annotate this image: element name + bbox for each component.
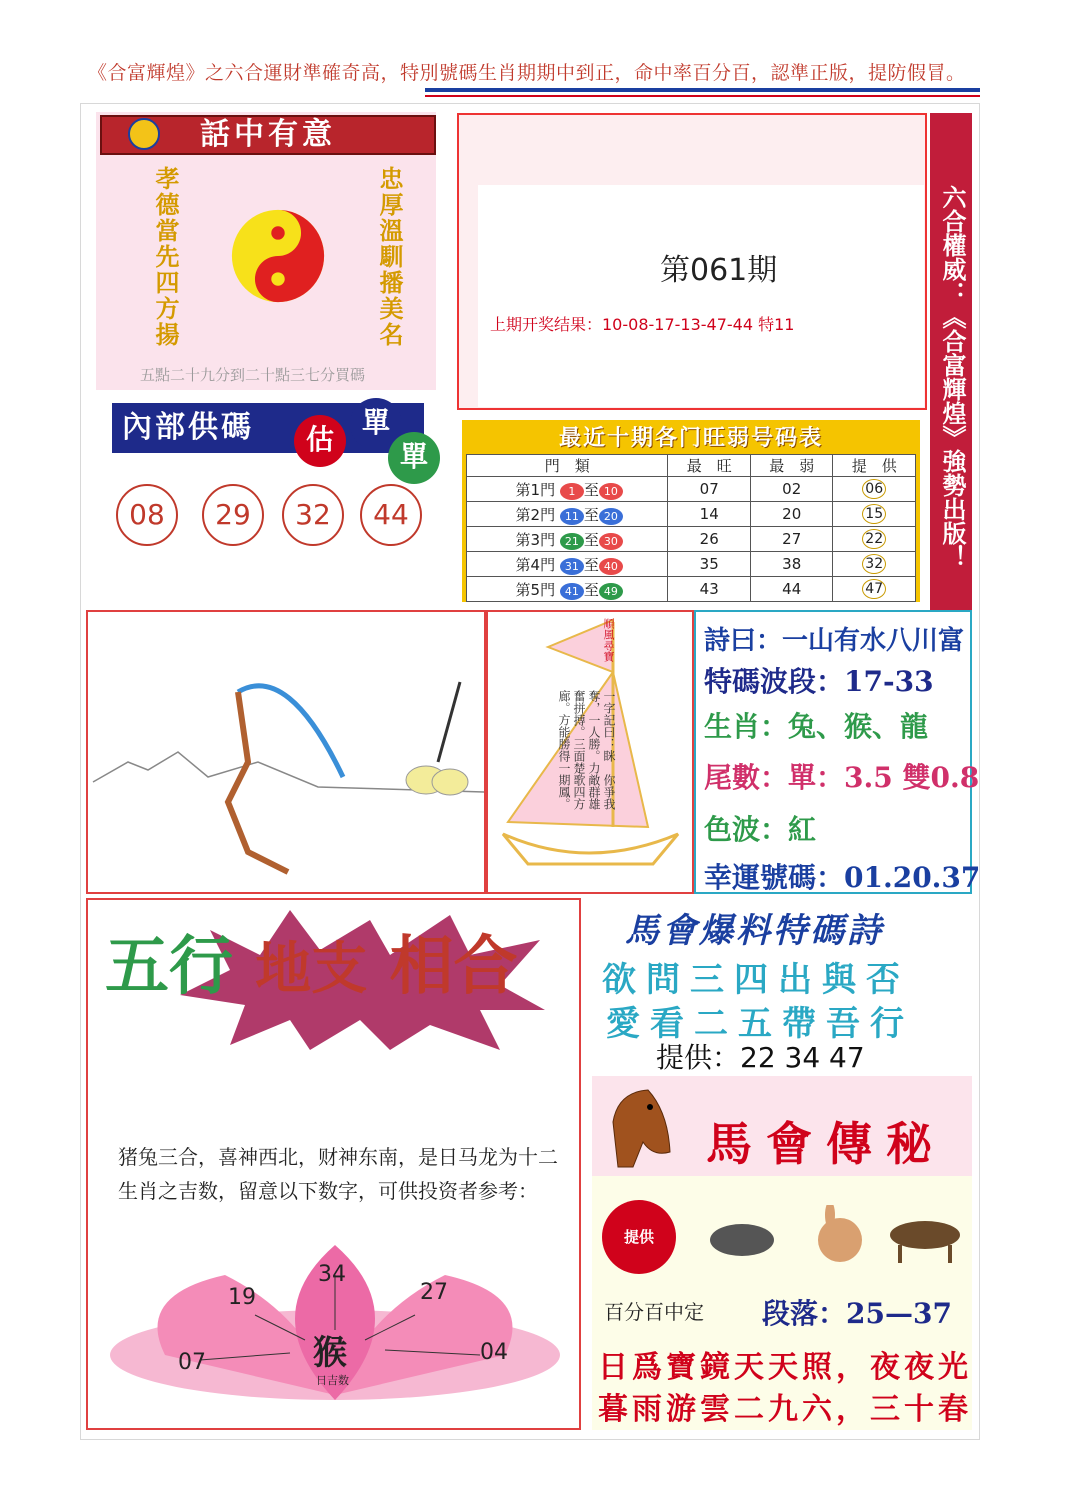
yin-yang-icon: [230, 208, 326, 304]
hua-zhong-title: 話中有意: [100, 115, 436, 155]
center-sub: 日吉数: [316, 1374, 349, 1387]
right-verse: 忠厚溫馴播美名: [375, 166, 403, 348]
door-label: 第2門: [515, 505, 556, 524]
horse-head-icon: [598, 1082, 678, 1172]
table-row: [467, 577, 916, 602]
range-to: 10: [599, 483, 623, 500]
door-label: 第1門: [515, 480, 556, 499]
range-from: 41: [560, 583, 584, 600]
bottom-poem-2: 暮雨游雲二九六，三十春: [598, 1392, 972, 1427]
petal-number: 19: [228, 1285, 256, 1310]
petal-number: 34: [318, 1262, 346, 1287]
wuxing-word-3: 相合: [389, 930, 518, 1004]
horse-poem-title: 馬會爆料特碼詩: [625, 911, 884, 951]
cartoon-panel: [86, 610, 486, 894]
table-row: [467, 527, 916, 552]
dragon-fishing-illustration: [88, 612, 484, 892]
horse-poem-line-1: 欲問三四出與否: [602, 960, 910, 1000]
range-to: 40: [599, 558, 623, 575]
zhi-label: 至: [583, 555, 599, 574]
table-row: [467, 477, 916, 502]
bottom-poem-1: 日爲寶鏡天天照，夜夜光: [598, 1350, 972, 1385]
wuxing-paragraph: 猪兔三合，喜神西北，财神东南，是日马龙为十二生肖之吉数，留意以下数字，可供投资者参考：: [118, 1145, 558, 1203]
range-to: 49: [599, 583, 623, 600]
dan-badge-2: 單: [388, 432, 440, 484]
door-label: 第4門: [515, 555, 556, 574]
tigong-cell: 47: [862, 579, 886, 599]
provide-numbers: 提供：22 34 47: [656, 1041, 865, 1074]
tigong-cell: 22: [862, 529, 886, 549]
poem-line-6: 幸運號碼：01.20.37: [704, 861, 981, 894]
range-from: 31: [560, 558, 584, 575]
tigong-cell: 15: [862, 504, 886, 524]
issue-inner: [478, 185, 924, 407]
secret-title: 馬會傳秘: [706, 1117, 946, 1171]
range-from: 11: [560, 508, 584, 525]
wuxing-word-2: 地支: [255, 937, 368, 1002]
neibu-number: 08: [116, 484, 178, 546]
range-from: 1: [560, 483, 584, 500]
left-verse: 孝德當先四方揚: [151, 166, 179, 348]
center-zodiac: 猴: [313, 1333, 347, 1373]
wuxing-word-1: 五行: [105, 930, 233, 1004]
horse-poem-line-2: 愛看二五帶吾行: [606, 1004, 914, 1044]
neibu-number: 44: [360, 484, 422, 546]
poem-line-3: 生肖：兔、猴、龍: [704, 710, 929, 743]
ruo-cell: 38: [750, 552, 833, 577]
provider-stamp: 提供: [602, 1200, 676, 1274]
poem-line-4: 尾數：單：3.5 雙0.8: [704, 761, 980, 794]
wang-cell: 26: [668, 527, 751, 552]
zodiac-animals-illustration: [700, 1205, 970, 1265]
neibu-label: 內部供碼: [122, 410, 254, 445]
gu-badge: 估: [294, 415, 346, 467]
col-header: 最 弱: [750, 455, 833, 477]
zhi-label: 至: [583, 580, 599, 599]
tigong-cell: 32: [862, 554, 886, 574]
door-label: 第5門: [515, 580, 556, 599]
poem-line-5: 色波：紅: [704, 813, 817, 846]
poem-line-2: 特碼波段：17-33: [704, 665, 934, 698]
wuxing-title: [105, 915, 518, 1007]
ruo-cell: 27: [750, 527, 833, 552]
neibu-number: 29: [202, 484, 264, 546]
table-row: [467, 552, 916, 577]
neibu-number: 32: [282, 484, 344, 546]
range-to: 20: [599, 508, 623, 525]
ruo-cell: 02: [750, 477, 833, 502]
hundred-label: 百分百中定: [604, 1300, 704, 1324]
ruo-cell: 20: [750, 502, 833, 527]
sail-flag: 順風尋寶: [602, 618, 615, 662]
col-header: 最 旺: [668, 455, 751, 477]
table-title: 最近十期各门旺弱号码表: [558, 426, 823, 451]
top-rule-blue: [425, 88, 980, 92]
col-header: 門 類: [467, 455, 668, 477]
door-table: [462, 420, 920, 602]
ruo-cell: 44: [750, 577, 833, 602]
top-rule-red: [425, 95, 980, 97]
zhi-label: 至: [583, 480, 599, 499]
issue-number: 第061期: [660, 253, 778, 288]
wang-cell: 07: [668, 477, 751, 502]
table-row: [467, 502, 916, 527]
col-header: 提 供: [833, 455, 916, 477]
wang-cell: 35: [668, 552, 751, 577]
last-result: 上期开奖结果：10-08-17-13-47-44 特11: [490, 315, 795, 334]
dan-badge-1: 單: [350, 398, 402, 450]
zhi-label: 至: [583, 505, 599, 524]
range-from: 21: [560, 533, 584, 550]
banner-text: 《合富輝煌》之六合運財準確奇高，特別號碼生肖期期中到正，命中率百分百，認準正版，提防假冒。: [88, 62, 966, 84]
wang-cell: 14: [668, 502, 751, 527]
petal-number: 07: [178, 1350, 206, 1375]
wang-cell: 43: [668, 577, 751, 602]
door-label: 第3門: [515, 530, 556, 549]
tigong-cell: 06: [862, 479, 886, 499]
petal-number: 27: [420, 1280, 448, 1305]
sidebar-slogan: 六合權威：《合富輝煌》強勢出版！: [930, 113, 972, 610]
range-to: 30: [599, 533, 623, 550]
poem-line-1: 詩曰：一山有水八川富: [704, 626, 965, 656]
zhi-label: 至: [583, 530, 599, 549]
petal-number: 04: [480, 1340, 508, 1365]
buy-time-note: 五點二十九分到二十點三七分買碼: [140, 366, 366, 384]
segment-label: 段落：25—37: [762, 1297, 952, 1330]
logo-icon: [128, 118, 160, 150]
sail-text: 一字記曰：眯 你爭我奪，一人勝。力敵群雄奮拼搏。三面楚歌四方廊。方能勝得一期鳳。: [557, 690, 616, 810]
